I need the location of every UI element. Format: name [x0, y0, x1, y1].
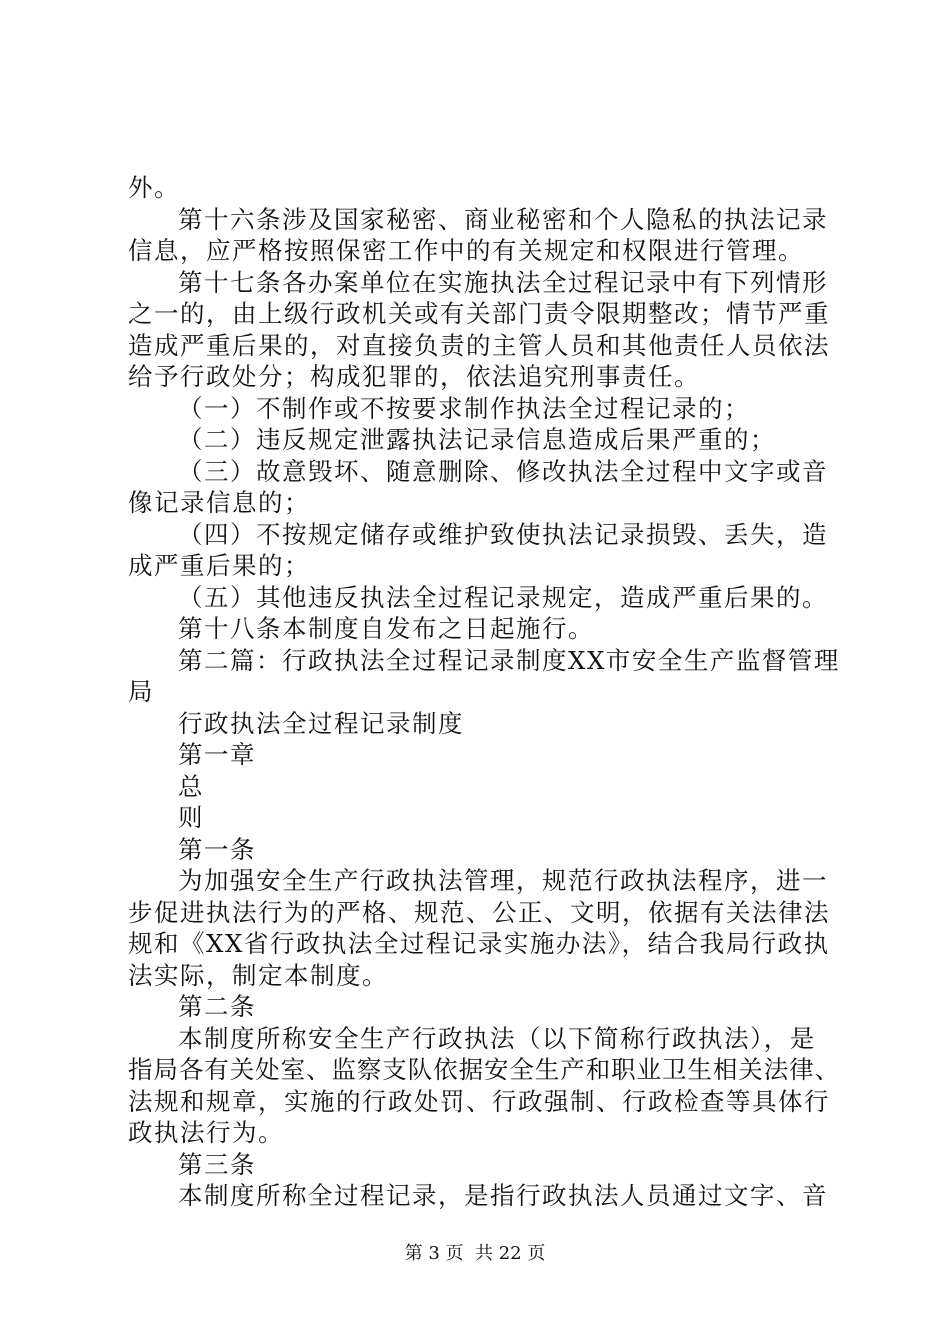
page-footer: 第 3 页 共 22 页: [404, 1243, 546, 1264]
text-line: （五）其他违反执法全过程记录规定，造成严重后果的。: [178, 582, 828, 612]
text-line: 行政执法全过程记录制度: [178, 708, 464, 738]
text-line: 总: [178, 771, 204, 801]
text-line: 政执法行为。: [128, 1118, 284, 1147]
text-line: 第十六条涉及国家秘密、商业秘密和个人隐私的执法记录: [178, 204, 828, 234]
text-line: 之一的，由上级行政机关或有关部门责令限期整改；情节严重: [128, 299, 830, 328]
text-line: 为加强安全生产行政执法管理，规范行政执法程序，进一: [178, 866, 828, 895]
text-line: 第一章: [178, 740, 256, 769]
text-line: 造成严重后果的，对直接负责的主管人员和其他责任人员依法: [128, 330, 830, 360]
text-line: 第十八条本制度自发布之日起施行。: [178, 614, 594, 643]
text-line: 步促进执法行为的严格、规范、公正、文明，依据有关法律法: [128, 897, 830, 927]
text-line: 本制度所称全过程记录，是指行政执法人员通过文字、音: [178, 1181, 828, 1210]
text-line: 信息，应严格按照保密工作中的有关规定和权限进行管理。: [128, 236, 804, 265]
text-line: （四）不按规定储存或维护致使执法记录损毁、丢失，造: [178, 519, 828, 549]
text-line: 第三条: [178, 1149, 256, 1179]
text-line: 法规和规章，实施的行政处罚、行政强制、行政检查等具体行: [128, 1086, 830, 1116]
text-line: 则: [178, 803, 204, 832]
document-body: [128, 172, 838, 1212]
text-line: 成严重后果的；: [128, 551, 310, 580]
text-line: 第二篇：行政执法全过程记录制度XX市安全生产监督管理: [178, 645, 840, 675]
text-line: 指局各有关处室、监察支队依据安全生产和职业卫生相关法律、: [128, 1055, 840, 1084]
text-line: 第二条: [178, 992, 256, 1021]
text-line: 规和《XX省行政执法全过程记录实施办法》，结合我局行政执: [128, 929, 830, 958]
text-line: 给予行政处分；构成犯罪的，依法追究刑事责任。: [128, 362, 700, 391]
text-line: 第一条: [178, 834, 256, 864]
text-line: 像记录信息的；: [128, 488, 310, 517]
text-line: 第十七条各办案单位在实施执法全过程记录中有下列情形: [178, 267, 828, 297]
text-line: 法实际，制定本制度。: [128, 960, 388, 990]
text-line: （二）违反规定泄露执法记录信息造成后果严重的；: [178, 425, 776, 454]
text-line: 本制度所称安全生产行政执法（以下简称行政执法），是: [178, 1023, 816, 1053]
text-line: 外。: [128, 173, 180, 202]
text-line: （三）故意毁坏、随意删除、修改执法全过程中文字或音: [178, 456, 828, 486]
text-line: 局: [128, 677, 154, 706]
text-line: （一）不制作或不按要求制作执法全过程记录的；: [178, 393, 750, 423]
